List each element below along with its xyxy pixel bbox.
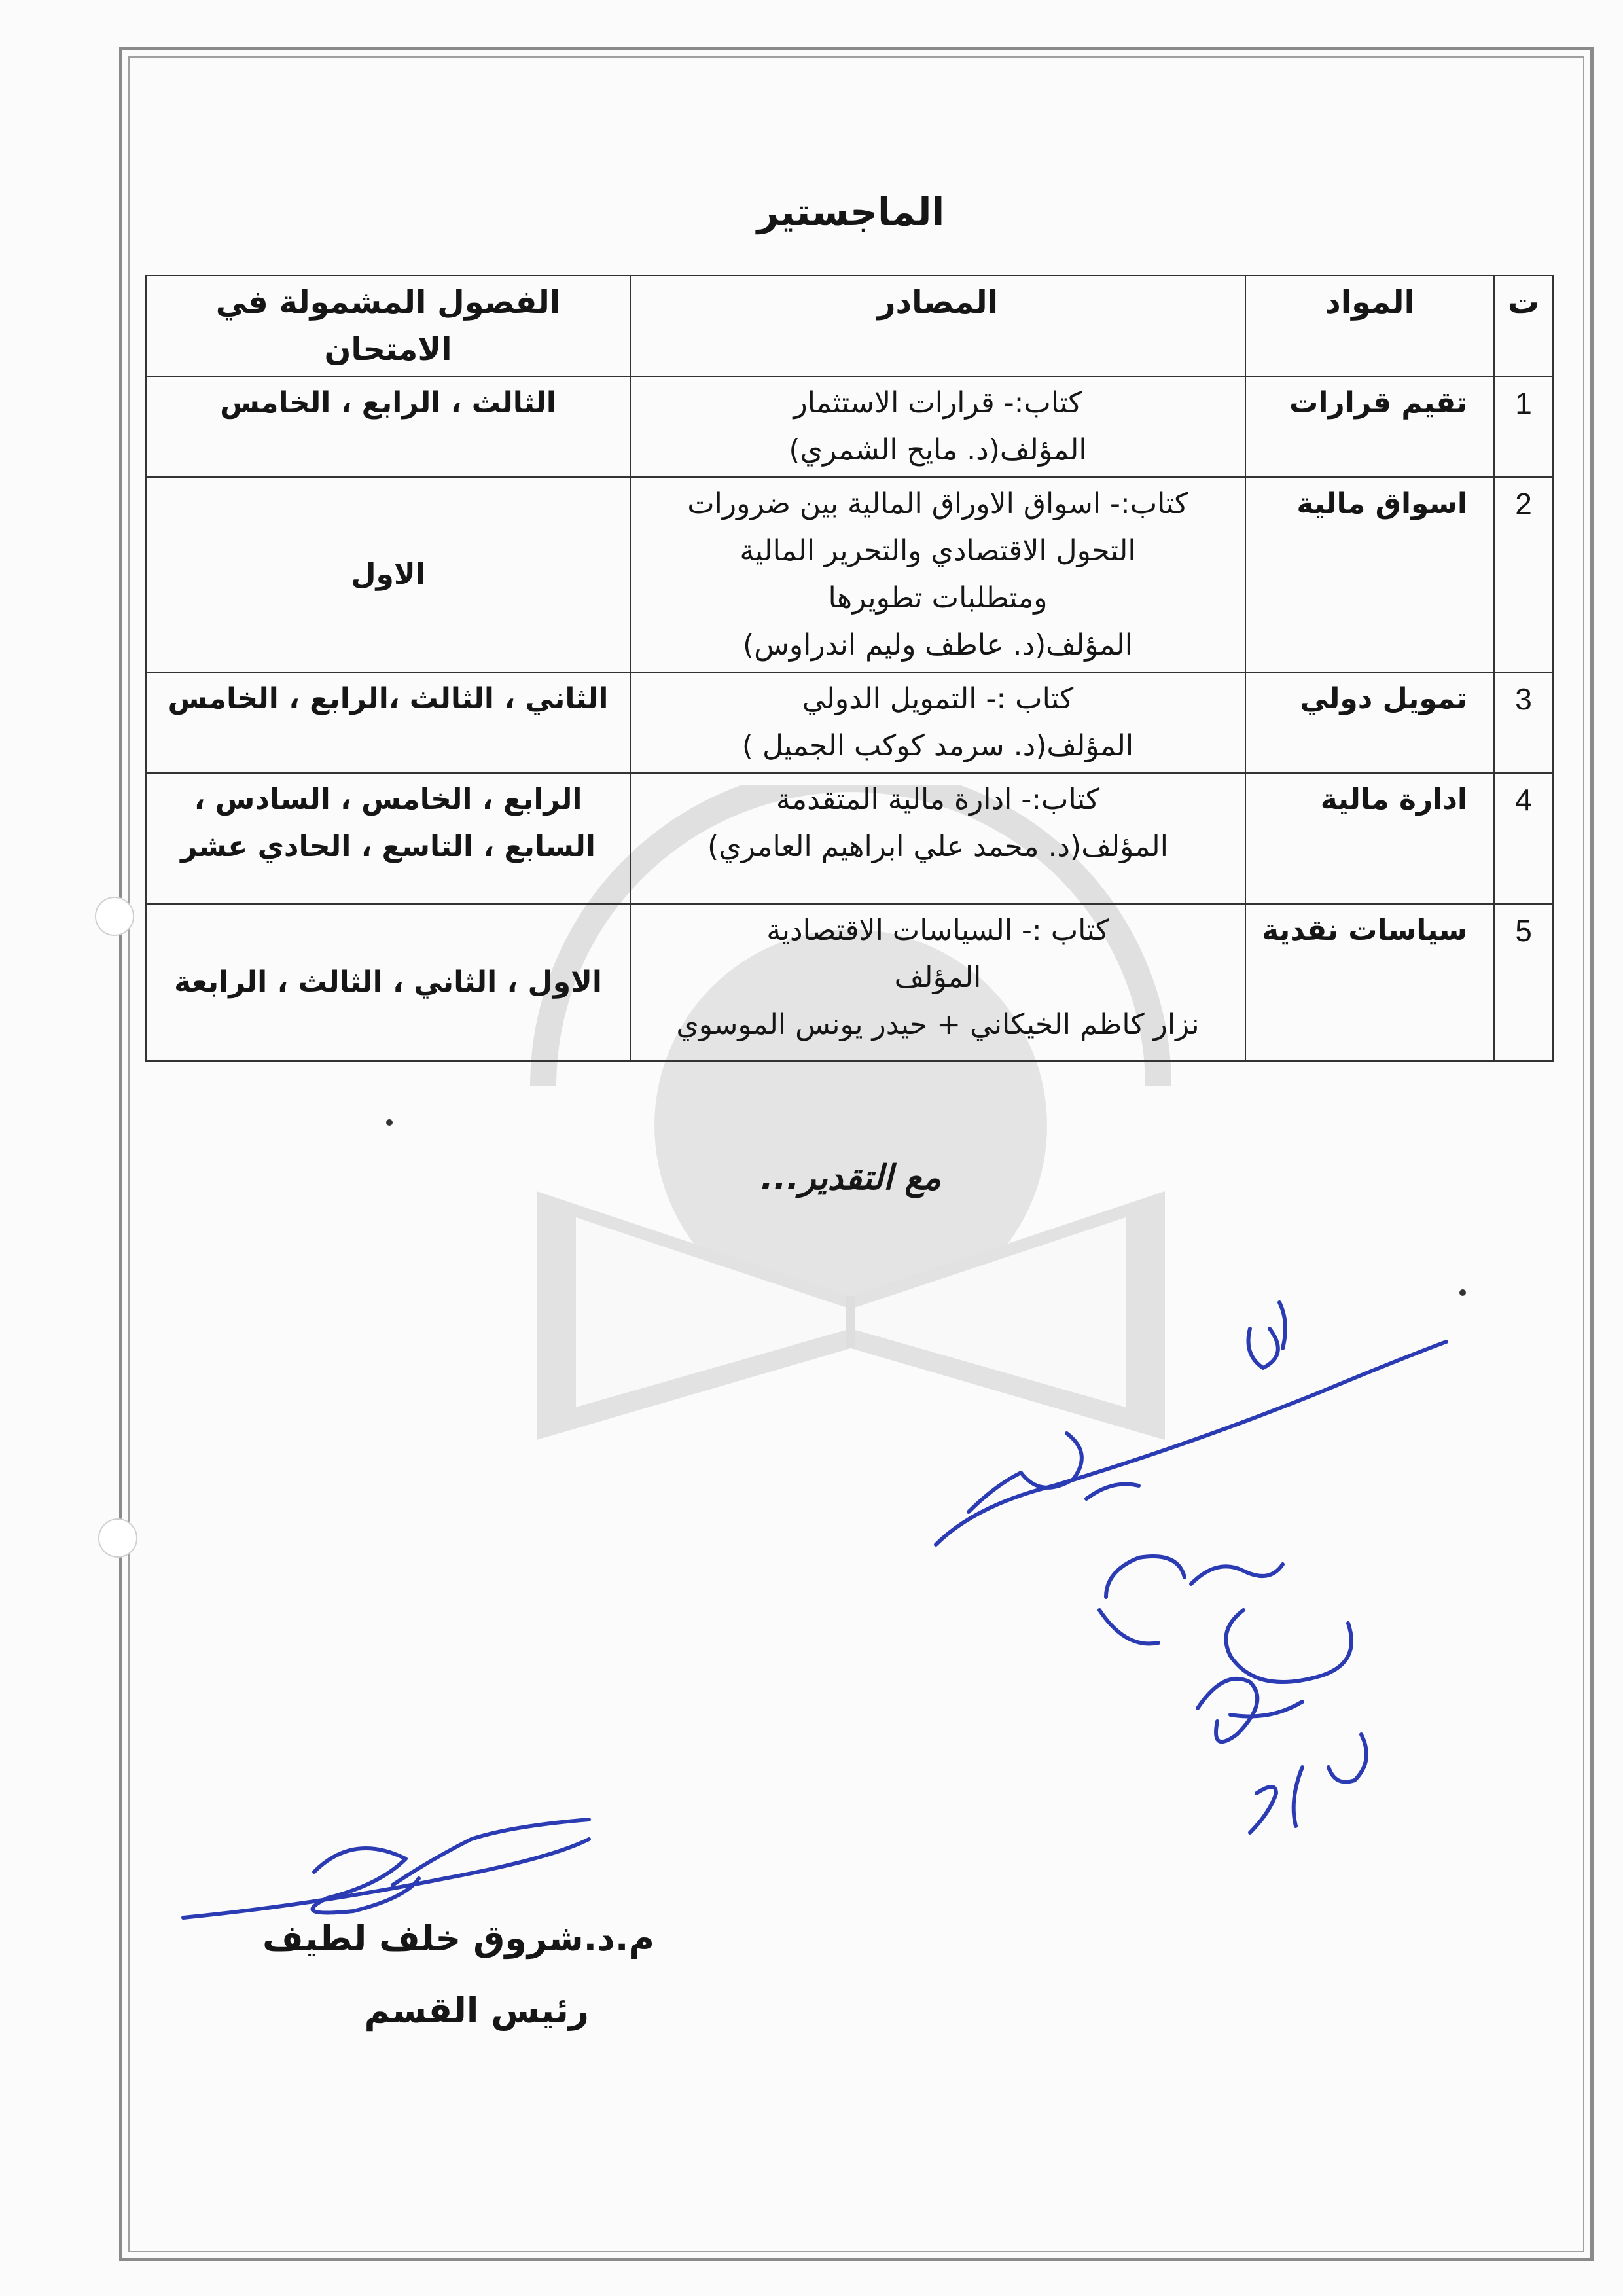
row-subject: اسواق مالية [1245, 477, 1494, 672]
closing-regards: مع التقدير... [760, 1158, 941, 1198]
source-line: التحول الاقتصادي والتحرير المالية [740, 534, 1136, 567]
row-number: 3 [1494, 672, 1553, 773]
source-line: المؤلف(د. عاطف وليم اندراوس) [742, 628, 1133, 662]
source-line: كتاب :- السياسات الاقتصادية [766, 914, 1109, 947]
header-sources: المصادر [630, 276, 1245, 376]
row-subject: تمويل دولي [1245, 672, 1494, 773]
punch-hole [95, 897, 134, 936]
header-subject: المواد [1245, 276, 1494, 376]
header-number: ت [1494, 276, 1553, 376]
row-chapters: الاول ، الثاني ، الثالث ، الرابعة [146, 904, 630, 1061]
source-line: المؤلف(د. مايح الشمري) [789, 433, 1087, 467]
row-number: 4 [1494, 773, 1553, 904]
header-chapters: الفصول المشمولة في الامتحان [146, 276, 630, 376]
ink-dot [1459, 1289, 1466, 1296]
row-number: 1 [1494, 376, 1553, 477]
page-title: الماجستير [757, 190, 945, 234]
row-chapters: الرابع ، الخامس ، السادس ، السابع ، التاسع ، الحادي عشر [146, 773, 630, 904]
source-line: المؤلف(د. سرمد كوكب الجميل ) [741, 729, 1134, 762]
row-chapters: الاول [146, 477, 630, 672]
row-number: 5 [1494, 904, 1553, 1061]
source-line: كتاب:- ادارة مالية المتقدمة [776, 783, 1100, 816]
row-chapters: الثاني ، الثالث ،الرابع ، الخامس [146, 672, 630, 773]
row-number: 2 [1494, 477, 1553, 672]
source-line: كتاب :- التمويل الدولي [802, 682, 1074, 715]
row-subject: سياسات نقدية [1245, 904, 1494, 1061]
signatory-name: م.د.شروق خلف لطيف [262, 1918, 654, 1959]
source-line: كتاب:- اسواق الاوراق المالية بين ضرورات [687, 487, 1188, 520]
source-line: نزار كاظم الخيكاني + حيدر يونس الموسوي [676, 1008, 1200, 1041]
row-chapters: الثالث ، الرابع ، الخامس [146, 376, 630, 477]
source-line: المؤلف(د. محمد علي ابراهيم العامري) [707, 830, 1168, 863]
punch-hole [98, 1518, 137, 1558]
source-line: ومتطلبات تطويرها [828, 581, 1048, 615]
row-subject: ادارة مالية [1245, 773, 1494, 904]
signatory-title: رئيس القسم [364, 1990, 589, 2031]
source-line: كتاب:- قرارات الاستثمار [793, 386, 1082, 420]
ink-dot [386, 1119, 393, 1126]
row-subject: تقيم قرارات [1245, 376, 1494, 477]
source-line: المؤلف [894, 961, 982, 994]
